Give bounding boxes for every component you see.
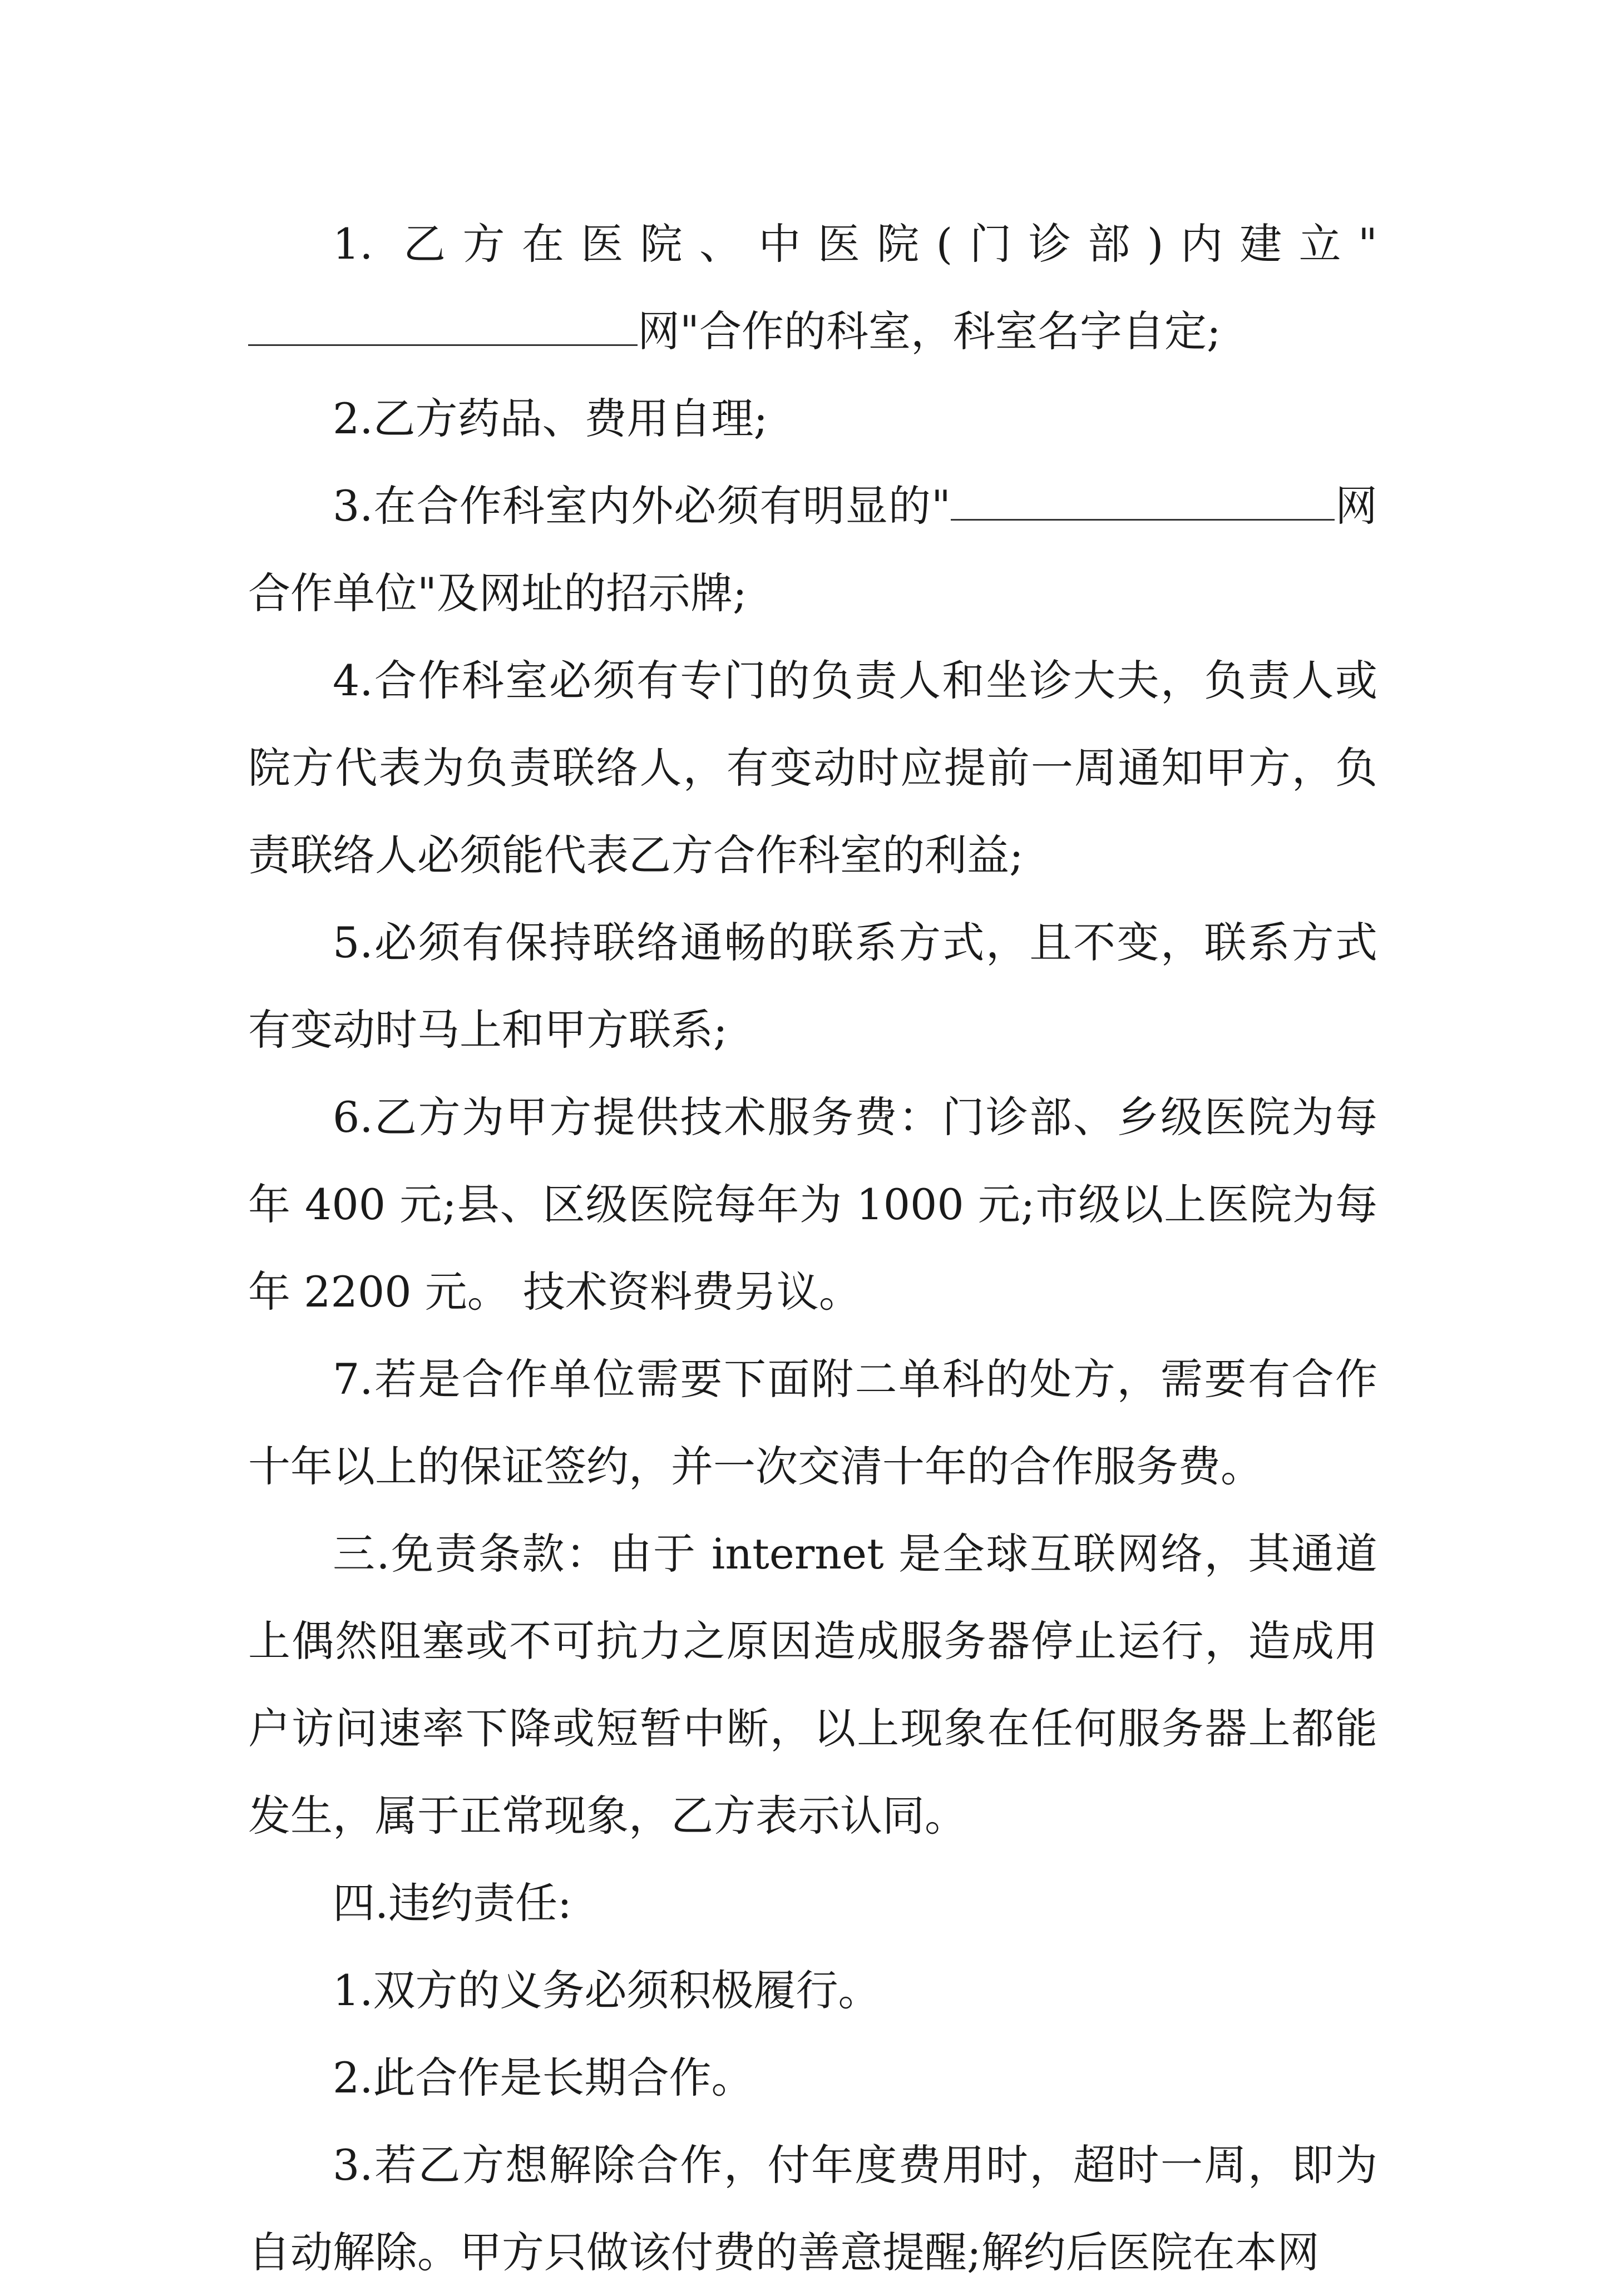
paragraph-5: 5.必须有保持联络通畅的联系方式，且不变，联系方式有变动时马上和甲方联系;	[248, 918, 1377, 1055]
paragraph-9: 四.违约责任:	[333, 1878, 572, 1928]
document-body	[248, 200, 1377, 2296]
paragraph-3-text-end: 网合作单位"及网址的招示牌;	[248, 481, 1378, 618]
paragraph-1	[248, 200, 1377, 375]
blank-underline	[248, 311, 638, 346]
paragraph-12: 3.若乙方想解除合作，付年度费用时，超时一周，即为自动解除。甲方只做该付费的善意提醒;解约后医院在本网	[248, 2140, 1377, 2277]
paragraph-10: 1.双方的义务必须积极履行。	[333, 1966, 881, 2015]
paragraph-4: 4.合作科室必须有专门的负责人和坐诊大夫，负责人或院方代表为负责联络人，有变动时应提前一周通知甲方，负责联络人必须能代表乙方合作科室的利益;	[248, 656, 1377, 880]
paragraph-2: 2.乙方药品、费用自理;	[333, 394, 768, 443]
paragraph-8: 三.免责条款：由于 internet 是全球互联网络，其通道上偶然阻塞或不可抗力之原因造成服务器停止运行，造成用户访问速率下降或短暂中断，以上现象在任何服务器上都能发生，属于正常现象，乙方表示认同。	[248, 1529, 1377, 1840]
paragraph-11: 2.此合作是长期合作。	[333, 2053, 754, 2102]
paragraph-3-text-start: 3.在合作科室内外必须有明显的"	[333, 481, 951, 531]
paragraph-6: 6.乙方为甲方提供技术服务费：门诊部、乡级医院为每年 400 元;县、区级医院每年为 1000 元;市级以上医院为每年 2200 元。 技术资料费另议。	[248, 1092, 1377, 1317]
paragraph-1-text-end: 网"合作的科室，科室名字自定;	[638, 306, 1221, 356]
blank-underline	[951, 486, 1335, 521]
paragraph-3	[248, 462, 1377, 637]
paragraph-1-text-start: 1. 乙方在医院、中医院(门诊部)内建立"	[333, 219, 1377, 269]
paragraph-7: 7.若是合作单位需要下面附二单科的处方，需要有合作十年以上的保证签约，并一次交清十年的合作服务费。	[248, 1354, 1377, 1491]
